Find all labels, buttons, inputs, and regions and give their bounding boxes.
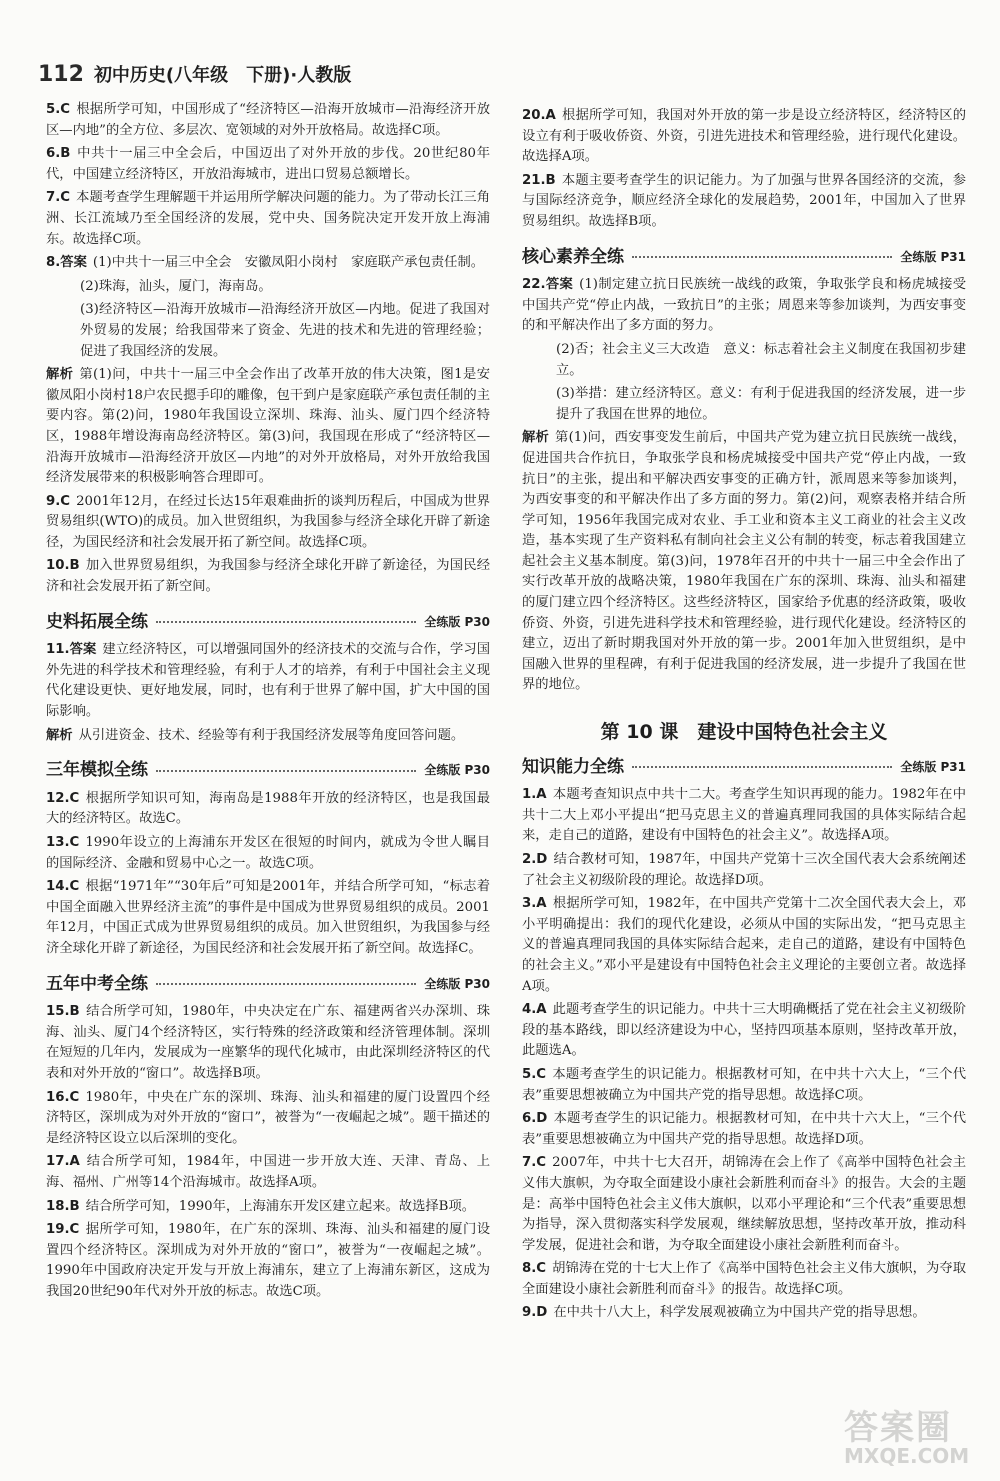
answer-number: 22.答案 (522, 277, 574, 293)
answer-text: 结合所学可知，1990年，上海浦东开发区建立起来。故选择B项。 (85, 1198, 476, 1214)
answer-item (522, 1065, 966, 1106)
answer-number: 3.A (522, 896, 547, 912)
answer-text: 中共十一届三中全会后，中国迈出了对外开放的步伐。20世纪80年代，中国建立经济特区，开放沿海城市，进出口贸易总额增长。 (46, 146, 490, 182)
answer-text: 加入世界贸易组织，为我国参与经济全球化开辟了新途径，为国民经济和社会发展开拓了新空间。 (46, 558, 490, 595)
watermark-url: MXQE.COM (844, 1444, 970, 1468)
answer-item (522, 785, 966, 847)
answer-item (46, 789, 490, 830)
answer-number: 13.C (46, 835, 80, 850)
section-ref: 全练版 P31 (900, 759, 966, 774)
answer-text: 2001年12月，在经过长达15年艰难曲折的谈判历程后，中国成为世界贸易组织(WTO)的成员。加入世贸组织，为我国参与经济全球化开辟了新途径，为国民经济和社会发展开拓了新空间。故选择C项。 (46, 493, 490, 550)
answer-item (46, 188, 490, 250)
answer-text: 1980年，中央在广东的深圳、珠海、汕头和福建的厦门设置四个经济特区，深圳成为对外开放的“窗口”，被誉为“一夜崛起之城”。题干描述的是经济特区设立以后深圳的变化。 (46, 1089, 490, 1146)
analysis-block (46, 726, 490, 747)
answer-subline: (3)经济特区—沿海开放城市—沿海经济开放区—内地。促进了我国对外贸易的发展；给我国带来了资金、先进的技术和先进的管理经验；促进了我国经济的发展。 (80, 302, 490, 359)
analysis-text: 第(1)问，中共十一届三中全会作出了改革开放的伟大决策，图1是安徽凤阳小岗村18户农民摁手印的雕像，包干到户是家庭联产承包责任制的主要内容。第(2)问，1980年我国设立深圳、珠海、汕头、厦门四个经济特区，1988年增设海南岛经济特区。第(3)问，我国现在形成了“经济特区—沿海开放城市—沿海经济开放区—内地”的对外开放格局，对外开放给我国经济发展带来的积极影响答合理即可。 (46, 367, 491, 486)
right-column (522, 106, 966, 1327)
watermark-text: 答案圈 (844, 1408, 952, 1448)
answer-number: 19.C (46, 1222, 80, 1238)
answer-number: 2.D (522, 852, 548, 867)
left-column (46, 100, 490, 1305)
answer-item-22 (522, 275, 966, 337)
answer-number: 20.A (522, 108, 556, 123)
page-number: 112 (38, 61, 84, 87)
section-rule (156, 621, 416, 623)
answer-number: 5.C (522, 1066, 547, 1082)
answer-item (46, 1197, 490, 1218)
answer-item-8 (46, 253, 490, 274)
answer-text: 根据所学可知，中国形成了“经济特区—沿海开放城市—沿海经济开放区—内地”的全方位、多层次、宽领域的对外开放格局。故选择C项。 (46, 102, 490, 138)
answer-item (46, 100, 490, 141)
section-header (46, 974, 490, 995)
answer-text: 本题考查学生的识记能力。根据教材可知，在中共十六大上，“三个代表”重要思想被确立为中国共产党的指导思想。故选择C项。 (522, 1066, 966, 1103)
analysis-label: 解析 (522, 430, 550, 446)
section-ref: 全练版 P30 (424, 614, 490, 629)
answer-number: 14.C (46, 879, 80, 895)
answer-item (522, 1303, 966, 1324)
section-header (46, 612, 490, 633)
answer-number: 15.B (46, 1004, 80, 1020)
answer-number: 11.答案 (46, 642, 97, 658)
answer-item (522, 106, 966, 168)
section-ref: 全练版 P30 (424, 976, 490, 991)
section-title: 史料拓展全练 (46, 611, 148, 632)
answer-text: 结合所学可知，1984年，中国进一步开放大连、天津、青岛、上海、福州、广州等14个沿海城市。故选择A项。 (46, 1154, 490, 1190)
answer-item (46, 144, 490, 185)
answer-number: 10.B (46, 558, 80, 574)
watermark-logo (844, 1408, 982, 1471)
answer-item (46, 556, 490, 597)
answer-text: 根据“1971年”“30年后”可知是2001年，并结合所学可知，“标志着中国全面融入世界经济主流”的事件是中国成为世界贸易组织的成员。2001年12月，中国正式成为世界贸易组织的成员。加入世贸组织，为我国参与经济全球化开辟了新途径，为国民经济和社会发展开拓了新空间。故选择C。 (46, 879, 490, 956)
analysis-text: 第(1)问，西安事变发生前后，中国共产党为建立抗日民族统一战线，促进国共合作抗日，争取张学良和杨虎城接受中国共产党“停止内战，一致抗日”的主张，提出和平解决西安事变的正确方针，派周恩来等参加谈判，为西安事变的和平解决作出了多方面的努力。第(2)问，观察表格并结合所学可知，1956年我国完成对农业、手工业和资本主义工商业的社会主义改造，基本实现了生产资料私有制向社会主义公有制的转变，标志着我国建立起社会主义基本制度。第(3)问，1978年召开的中共十一届三中全会作出了实行改革开放的战略决策，1980年我国在广东的深圳、珠海、汕头和福建的厦门建立四个经济特区。这些经济特区，国家给予优惠的经济政策，吸收侨资、外资，引进先进科学技术和管理经验，进行现代化建设。经济特区的建立，迈出了新时期我国对外开放的第一步。2001年加入世贸组织，是中国融入世界的里程碑，有利于促进我国的经济发展，进一步提升了我国在世界的地位。 (522, 430, 966, 693)
answer-number: 7.C (522, 1155, 547, 1171)
analysis-block (46, 365, 490, 489)
answer-number: 5.C (46, 102, 71, 117)
lesson-title: 第 10 课 建设中国特色社会主义 (600, 721, 888, 744)
answer-number: 17.A (46, 1154, 80, 1170)
answer-item (522, 1109, 966, 1150)
answer-number: 16.C (46, 1089, 80, 1105)
section-rule (632, 766, 892, 768)
answer-number: 4.A (522, 1002, 547, 1018)
section-title: 核心素养全练 (522, 246, 624, 267)
answer-number: 6.D (522, 1111, 548, 1127)
page-header (38, 60, 351, 88)
answer-item (522, 171, 966, 233)
answer-number: 21.B (522, 172, 556, 188)
answer-item (522, 1153, 966, 1256)
answer-text: (1)制定建立抗日民族统一战线的政策，争取张学良和杨虎城接受中国共产党“停止内战，一致抗日”的主张；周恩来等参加谈判，为西安事变的和平解决作出了多方面的努力。 (522, 277, 966, 334)
answer-number: 9.C (46, 493, 71, 509)
section-header (522, 757, 966, 778)
answer-item-11 (46, 640, 490, 722)
section-title: 五年中考全练 (46, 973, 148, 994)
answer-text: 在中共十八大上，科学发展观被确立为中国共产党的指导思想。 (553, 1305, 926, 1321)
answer-item (46, 1220, 490, 1302)
answer-text: 1990年设立的上海浦东开发区在很短的时间内，就成为令世人瞩目的国际经济、金融和贸易中心之一。故选C项。 (46, 835, 490, 871)
answer-number: 6.B (46, 146, 71, 162)
answer-number: 7.C (46, 190, 71, 206)
section-header (522, 247, 966, 268)
answer-text: 根据所学可知，我国对外开放的第一步是设立经济特区，经济特区的设立有利于吸收侨资、外资，引进先进技术和管理经验，进行现代化建设。故选择A项。 (522, 108, 966, 165)
answer-item (46, 833, 490, 874)
answer-item (46, 877, 490, 959)
answer-subline: (2)否；社会主义三大改造 意义：标志着社会主义制度在我国初步建立。 (556, 341, 966, 378)
answer-item (46, 1152, 490, 1193)
answer-item (46, 1088, 490, 1150)
answer-text: (1)中共十一届三中全会 安徽凤阳小岗村 家庭联产承包责任制。 (92, 255, 485, 271)
answer-item (522, 850, 966, 891)
analysis-label: 解析 (46, 727, 73, 743)
analysis-text: 从引进资金、技术、经验等有利于我国经济发展等角度回答问题。 (78, 727, 465, 743)
answer-text: 建立经济特区，可以增强同国外的经济技术的交流与合作，学习国外先进的科学技术和管理经验，有利于人才的培养，有利于中国社会主义现代化建设更快、更好地发展，同时，也有利于世界了解中国，扩大中国的国际影响。 (46, 642, 491, 720)
answer-text: 2007年，中共十七大召开，胡锦涛在会上作了《高举中国特色社会主义伟大旗帜，为夺取全面建设小康社会新胜利而奋斗》的报告。大会的主题是：高举中国特色社会主义伟大旗帜，以邓小平理论和“三个代表”重要思想为指导，深入贯彻落实科学发展观，继续解放思想，坚持改革开放，推动科学发展，促进社会和谐，为夺取全面建设小康社会新胜利而奋斗。 (522, 1155, 966, 1253)
section-ref: 全练版 P30 (424, 763, 490, 778)
section-rule (156, 770, 416, 772)
answer-item (46, 1002, 490, 1084)
answer-item (522, 1000, 966, 1062)
answer-item (46, 492, 490, 554)
answer-text: 根据所学可知，1982年，在中国共产党第十二次全国代表大会上，邓小平明确提出：我们的现代化建设，必须从中国的实际出发，“把马克思主义的普遍真理同我国的具体实际结合起来，走自己的道路，建设有中国特色的社会主义。”邓小平是建设有中国特色社会主义理论的主要创立者。故选择A项。 (522, 896, 966, 994)
answer-subline: (3)举措：建立经济特区。意义：有利于促进我国的经济发展，进一步提升了我国在世界的地位。 (556, 386, 966, 422)
section-rule (632, 256, 892, 258)
answer-text: 结合教材可知，1987年，中国共产党第十三次全国代表大会系统阐述了社会主义初级阶段的理论。故选择D项。 (522, 852, 966, 888)
answer-text: 此题考查学生的识记能力。中共十三大明确概括了党在社会主义初级阶段的基本路线，即以经济建设为中心，坚持四项基本原则，坚持改革开放，此题选A。 (522, 1002, 966, 1059)
section-title: 知识能力全练 (522, 756, 624, 777)
answer-item (522, 894, 966, 997)
answer-number: 8.答案 (46, 255, 87, 271)
answer-number: 12.C (46, 790, 80, 806)
answer-number: 9.D (522, 1305, 548, 1321)
answer-number: 8.C (522, 1261, 547, 1277)
answer-text: 本题主要考查学生的识记能力。为了加强与世界各国经济的交流，参与国际经济竞争，顺应经济全球化的发展趋势，2001年，中国加入了世界贸易组织。故选择B项。 (522, 172, 966, 229)
answer-subline: (2)珠海，汕头，厦门，海南岛。 (80, 278, 272, 294)
answer-text: 本题考查知识点中共十二大。考查学生知识再现的能力。1982年在中共十二大上邓小平提出“把马克思主义的普遍真理同我国的具体实际结合起来，走自己的道路，建设有中国特色的社会主义”。故选择A项。 (522, 787, 966, 844)
section-header (46, 760, 490, 781)
book-title: 初中历史(八年级 下册)·人教版 (93, 65, 352, 86)
section-ref: 全练版 P31 (900, 249, 966, 264)
answer-text: 胡锦涛在党的十七大上作了《高举中国特色社会主义伟大旗帜，为夺取全面建设小康社会新胜利而奋斗》的报告。故选择C项。 (522, 1261, 966, 1297)
answer-text: 本题考查学生的识记能力。根据教材可知，在中共十六大上，“三个代表”重要思想被确立为中国共产党的指导思想。故选择D项。 (522, 1111, 966, 1147)
answer-item (522, 1259, 966, 1300)
answer-text: 根据所学知识可知，海南岛是1988年开放的经济特区，也是我国最大的经济特区。故选C。 (46, 790, 490, 827)
section-rule (156, 983, 416, 985)
section-title: 三年模拟全练 (46, 760, 148, 781)
answer-text: 本题考查学生理解题干并运用所学解决问题的能力。为了带动长江三角洲、长江流域乃至全国经济的发展，党中央、国务院决定开发开放上海浦东。故选择C项。 (46, 190, 490, 247)
answer-text: 结合所学可知，1980年，中央决定在广东、福建两省兴办深圳、珠海、汕头、厦门4个经济特区，实行特殊的经济政策和经济管理体制。深圳在短短的几年内，发展成为一座繁华的现代化城市，由此深圳经济特区的代表和对外开放的“窗口”。故选择B项。 (46, 1004, 490, 1081)
answer-number: 1.A (522, 787, 547, 803)
analysis-label: 解析 (46, 367, 74, 383)
analysis-block (522, 428, 966, 696)
answer-text: 据所学可知，1980年，在广东的深圳、珠海、汕头和福建的厦门设置四个经济特区。深圳成为对外开放的“窗口”，被誉为“一夜崛起之城”。1990年中国政府决定开发与开放上海浦东，建立了上海浦东新区，这成为我国20世纪90年代对外开放的标志。故选C项。 (46, 1222, 490, 1299)
answer-number: 18.B (46, 1198, 80, 1214)
